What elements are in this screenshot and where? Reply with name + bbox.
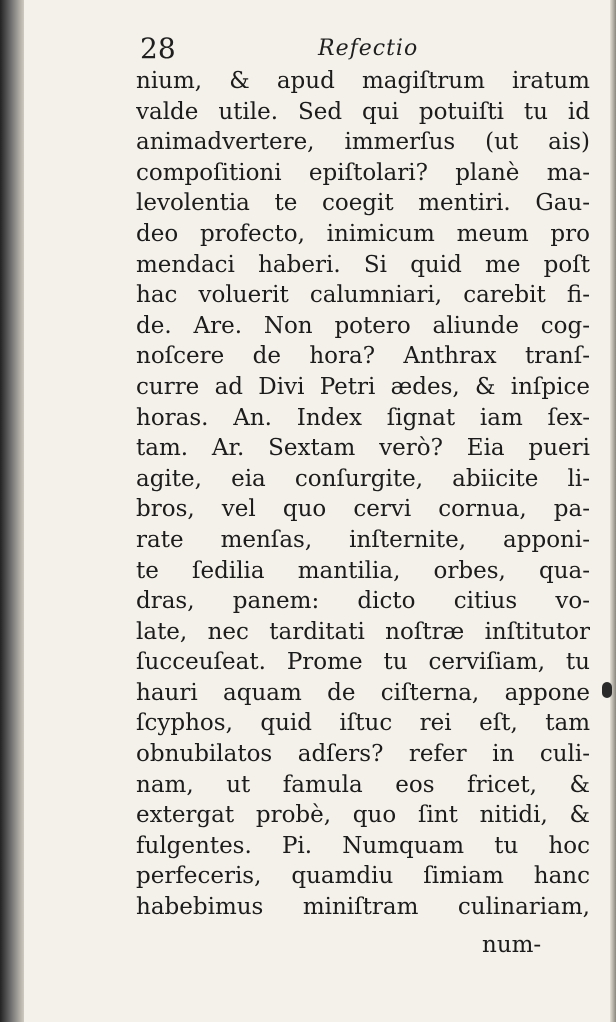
text-line: curre ad Divi Petri ædes, & inſpice <box>136 373 590 400</box>
text-line: agite, eia conſurgite, abiicite li- <box>136 465 590 492</box>
page-edge <box>610 0 616 1022</box>
running-head: Refectio <box>318 36 419 61</box>
text-line: habebimus miniſtram culinariam, <box>136 894 590 921</box>
text-line: de. Are. Non potero aliunde cog- <box>136 312 590 339</box>
text-line: fulgentes. Pi. Numquam tu hoc <box>136 832 590 859</box>
body-text <box>136 66 590 923</box>
text-line: te ſedilia mantilia, orbes, qua- <box>136 557 590 584</box>
text-line: hac voluerit calumniari, carebit fi- <box>136 282 590 309</box>
text-line: ſucceuſeat. Prome tu cerviſiam, tu <box>136 649 590 676</box>
text-line: bros, vel quo cervi cornua, pa- <box>136 496 590 523</box>
text-line: dras, panem: dicto citius vo- <box>136 588 590 615</box>
text-line: ſcyphos, quid iſtuc rei eſt, tam <box>136 710 590 737</box>
ink-spot <box>602 682 612 698</box>
catchword: num- <box>482 932 542 958</box>
text-line: nam, ut famula eos fricet, & <box>136 771 590 798</box>
text-line: late, nec tarditati noſtræ inſtitutor <box>136 618 590 645</box>
text-line: valde utile. Sed qui potuiſti tu id <box>136 98 590 125</box>
text-line: compoſitioni epiſtolari? planè ma- <box>136 159 590 186</box>
binding-shadow <box>0 0 24 1022</box>
page-header <box>140 32 580 66</box>
text-line: nium, & apud magiſtrum iratum <box>136 68 590 94</box>
text-line: hauri aquam de ciſterna, appone <box>136 679 590 706</box>
text-line: horas. An. Index ſignat iam ſex- <box>136 404 590 431</box>
text-line: perfeceris, quamdiu ſimiam hanc <box>136 863 590 890</box>
text-line: obnubilatos adſers? refer in culi- <box>136 741 590 768</box>
text-line: extergat probè, quo ſint nitidi, & <box>136 802 590 829</box>
text-line: animadvertere, immerſus (ut ais) <box>136 129 590 156</box>
page-number: 28 <box>140 32 176 65</box>
text-line: mendaci haberi. Si quid me poſt <box>136 251 590 278</box>
text-line: deo profecto, inimicum meum pro <box>136 220 590 247</box>
text-line: levolentia te coegit mentiri. Gau- <box>136 190 590 217</box>
text-line: tam. Ar. Sextam verò? Eia pueri <box>136 435 590 462</box>
text-line: noſcere de hora? Anthrax tranſ- <box>136 343 590 370</box>
text-line: rate menſas, inſternite, apponi- <box>136 526 590 553</box>
